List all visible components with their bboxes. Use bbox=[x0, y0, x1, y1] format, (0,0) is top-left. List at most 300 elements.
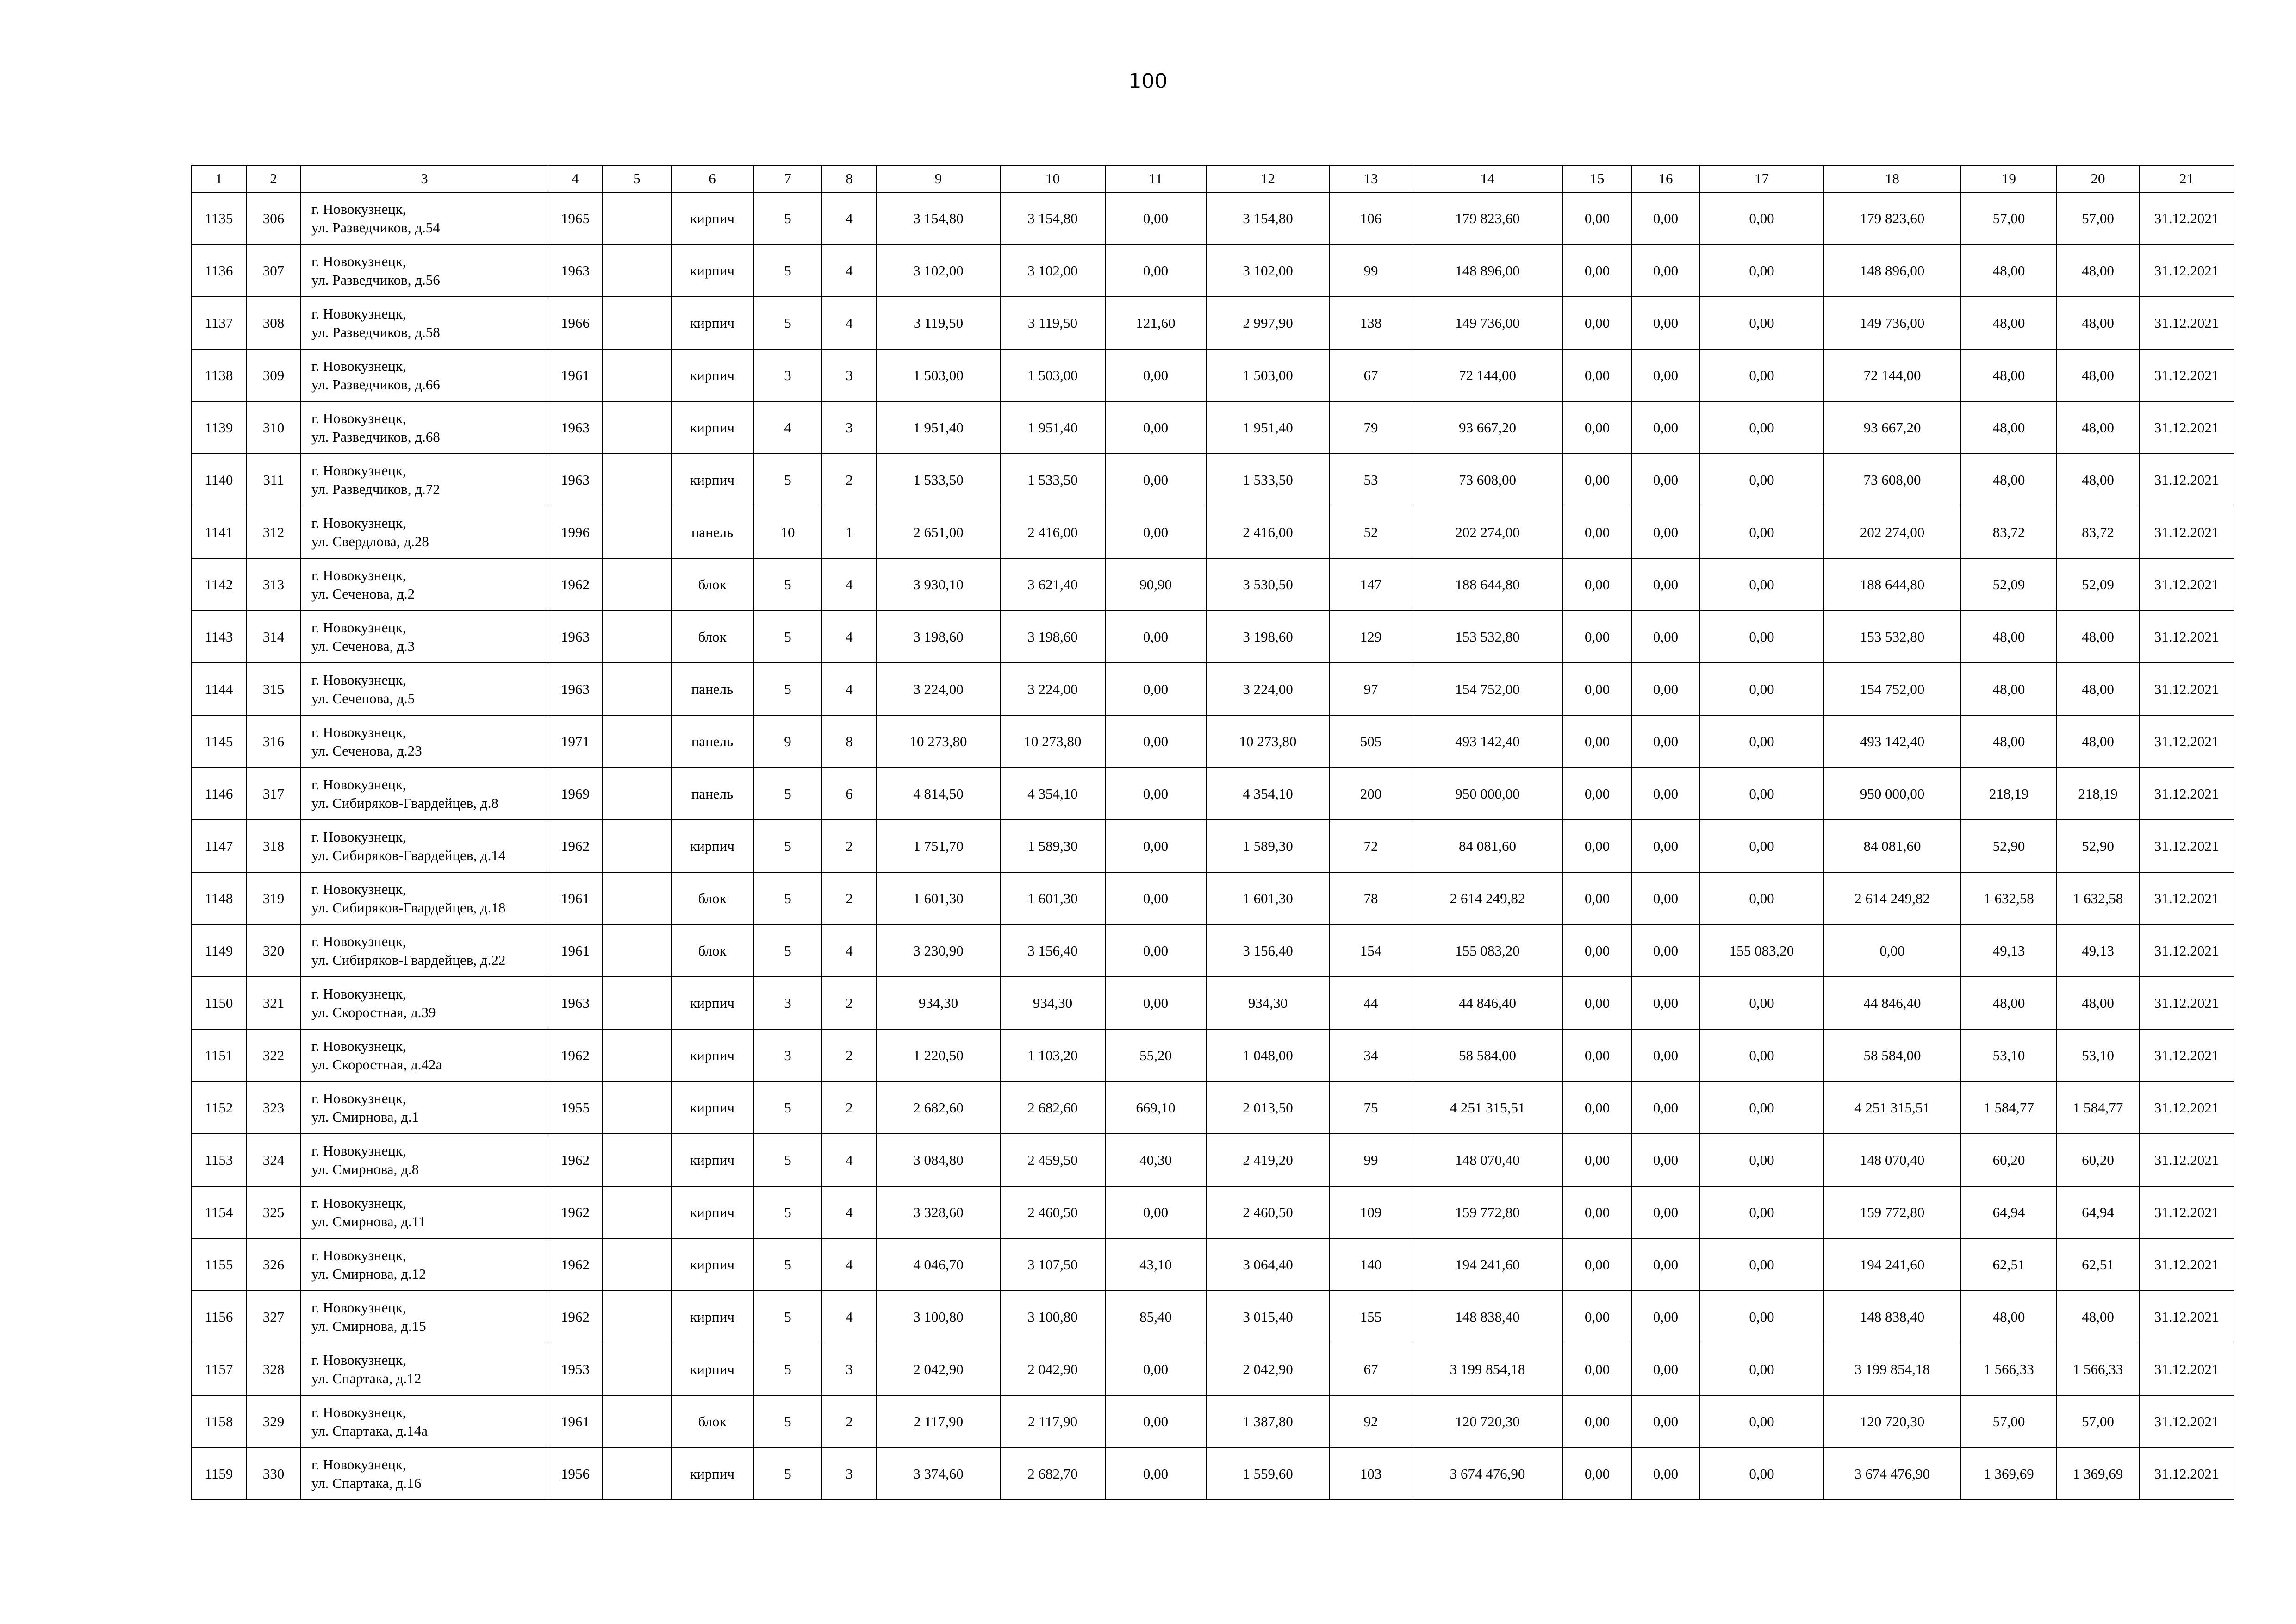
table-cell: 5 bbox=[753, 192, 822, 244]
table-cell: панель bbox=[671, 715, 753, 768]
table-cell: кирпич bbox=[671, 244, 753, 297]
table-cell: 0,00 bbox=[1105, 924, 1206, 977]
table-cell: 0,00 bbox=[1700, 820, 1823, 872]
table-cell: 1962 bbox=[548, 1134, 603, 1186]
table-cell: 0,00 bbox=[1631, 611, 1700, 663]
table-row bbox=[192, 977, 2234, 1029]
address-street: ул. Спартака, д.16 bbox=[311, 1474, 422, 1491]
table-cell: 1956 bbox=[548, 1448, 603, 1500]
column-header: 6 bbox=[671, 165, 753, 192]
table-cell: 0,00 bbox=[1105, 349, 1206, 401]
address-street: ул. Сеченова, д.23 bbox=[311, 742, 422, 759]
table-cell: 0,00 bbox=[1631, 1186, 1700, 1238]
address-city: г. Новокузнецк, bbox=[311, 828, 406, 845]
table-cell: 5 bbox=[753, 454, 822, 506]
address-city: г. Новокузнецк, bbox=[311, 881, 406, 897]
table-cell: 202 274,00 bbox=[1412, 506, 1563, 558]
table-cell: 31.12.2021 bbox=[2139, 768, 2234, 820]
address-street: ул. Смирнова, д.11 bbox=[311, 1213, 426, 1230]
table-cell bbox=[603, 192, 671, 244]
address-street: ул. Сеченова, д.5 bbox=[311, 690, 415, 706]
cell-local-index: 329 bbox=[246, 1395, 301, 1448]
cell-local-index: 308 bbox=[246, 297, 301, 349]
address-street: ул. Разведчиков, д.54 bbox=[311, 219, 440, 236]
table-cell: 4 bbox=[822, 924, 877, 977]
table-cell bbox=[603, 663, 671, 715]
table-cell: 53,10 bbox=[1961, 1029, 2057, 1081]
table-cell: 2 bbox=[822, 1395, 877, 1448]
table-cell bbox=[603, 1291, 671, 1343]
address-street: ул. Свердлова, д.28 bbox=[311, 533, 429, 550]
table-cell: 34 bbox=[1330, 1029, 1412, 1081]
column-header: 14 bbox=[1412, 165, 1563, 192]
table-cell: 1962 bbox=[548, 820, 603, 872]
table-cell: 3 230,90 bbox=[877, 924, 1000, 977]
cell-local-index: 326 bbox=[246, 1238, 301, 1291]
table-cell: блок bbox=[671, 558, 753, 611]
address-city: г. Новокузнецк, bbox=[311, 1090, 406, 1106]
table-cell: 1962 bbox=[548, 558, 603, 611]
table-cell: 6 bbox=[822, 768, 877, 820]
address-street: ул. Смирнова, д.1 bbox=[311, 1108, 419, 1125]
table-cell: 43,10 bbox=[1105, 1238, 1206, 1291]
table-cell: 4 046,70 bbox=[877, 1238, 1000, 1291]
cell-address bbox=[301, 244, 548, 297]
table-cell: 148 070,40 bbox=[1412, 1134, 1563, 1186]
table-cell: 0,00 bbox=[1700, 192, 1823, 244]
cell-address bbox=[301, 924, 548, 977]
table-cell: 58 584,00 bbox=[1412, 1029, 1563, 1081]
table-cell: 3 374,60 bbox=[877, 1448, 1000, 1500]
address-city: г. Новокузнецк, bbox=[311, 1351, 406, 1368]
table-cell: 2 614 249,82 bbox=[1823, 872, 1961, 924]
table-cell: кирпич bbox=[671, 1238, 753, 1291]
table-cell: 3 107,50 bbox=[1000, 1238, 1105, 1291]
column-header: 19 bbox=[1961, 165, 2057, 192]
table-cell: 1969 bbox=[548, 768, 603, 820]
table-cell: 48,00 bbox=[1961, 715, 2057, 768]
table-cell: 5 bbox=[753, 244, 822, 297]
cell-address bbox=[301, 1448, 548, 1500]
column-number-row bbox=[192, 165, 2234, 192]
column-header: 5 bbox=[603, 165, 671, 192]
table-cell: 72 144,00 bbox=[1412, 349, 1563, 401]
cell-index: 1143 bbox=[192, 611, 246, 663]
cell-index: 1156 bbox=[192, 1291, 246, 1343]
table-cell: 0,00 bbox=[1105, 977, 1206, 1029]
table-cell: 67 bbox=[1330, 1343, 1412, 1395]
table-cell: 53 bbox=[1330, 454, 1412, 506]
table-cell: 55,20 bbox=[1105, 1029, 1206, 1081]
table-cell: 1 566,33 bbox=[1961, 1343, 2057, 1395]
table-cell: 0,00 bbox=[1631, 924, 1700, 977]
cell-address bbox=[301, 715, 548, 768]
table-cell: 1 601,30 bbox=[1206, 872, 1330, 924]
table-cell: 31.12.2021 bbox=[2139, 1291, 2234, 1343]
table-cell: 4 bbox=[822, 558, 877, 611]
table-cell: 0,00 bbox=[1700, 663, 1823, 715]
table-cell bbox=[603, 401, 671, 454]
table-cell: 1961 bbox=[548, 872, 603, 924]
table-cell: 31.12.2021 bbox=[2139, 924, 2234, 977]
table-cell: 0,00 bbox=[1631, 1343, 1700, 1395]
cell-address bbox=[301, 1134, 548, 1186]
table-cell: 3 154,80 bbox=[1206, 192, 1330, 244]
table-cell: 3 102,00 bbox=[877, 244, 1000, 297]
table-cell: 3 084,80 bbox=[877, 1134, 1000, 1186]
table-cell: 52,90 bbox=[1961, 820, 2057, 872]
table-cell: 4 251 315,51 bbox=[1823, 1081, 1961, 1134]
table-cell: 3 102,00 bbox=[1000, 244, 1105, 297]
table-cell: 10 bbox=[753, 506, 822, 558]
table-cell: 3 119,50 bbox=[877, 297, 1000, 349]
table-cell: 5 bbox=[753, 1448, 822, 1500]
table-cell: 0,00 bbox=[1631, 192, 1700, 244]
table-row bbox=[192, 1134, 2234, 1186]
table-cell bbox=[603, 1395, 671, 1448]
address-city: г. Новокузнецк, bbox=[311, 1456, 406, 1473]
table-cell: 1963 bbox=[548, 977, 603, 1029]
cell-address bbox=[301, 1238, 548, 1291]
table-cell: 0,00 bbox=[1631, 1134, 1700, 1186]
table-cell: 1 632,58 bbox=[1961, 872, 2057, 924]
table-cell: 0,00 bbox=[1700, 1186, 1823, 1238]
table-cell: 5 bbox=[753, 663, 822, 715]
table-cell: 0,00 bbox=[1105, 1395, 1206, 1448]
address-street: ул. Сибиряков-Гвардейцев, д.14 bbox=[311, 847, 506, 863]
address-city: г. Новокузнецк, bbox=[311, 514, 406, 531]
table-cell: 218,19 bbox=[1961, 768, 2057, 820]
table-cell: 64,94 bbox=[2057, 1186, 2139, 1238]
table-cell: 57,00 bbox=[1961, 192, 2057, 244]
table-cell: 3 198,60 bbox=[1206, 611, 1330, 663]
cell-local-index: 321 bbox=[246, 977, 301, 1029]
table-cell: 120 720,30 bbox=[1823, 1395, 1961, 1448]
table-cell: 31.12.2021 bbox=[2139, 1134, 2234, 1186]
table-cell: 0,00 bbox=[1105, 611, 1206, 663]
table-cell: 0,00 bbox=[1631, 768, 1700, 820]
table-cell: 0,00 bbox=[1105, 768, 1206, 820]
table-cell: 218,19 bbox=[2057, 768, 2139, 820]
address-city: г. Новокузнецк, bbox=[311, 619, 406, 636]
table-cell: 121,60 bbox=[1105, 297, 1206, 349]
table-cell: кирпич bbox=[671, 1291, 753, 1343]
table-cell: 934,30 bbox=[1206, 977, 1330, 1029]
table-row bbox=[192, 1186, 2234, 1238]
table-row bbox=[192, 1395, 2234, 1448]
table-cell: 0,00 bbox=[1631, 1395, 1700, 1448]
address-city: г. Новокузнецк, bbox=[311, 410, 406, 426]
table-row bbox=[192, 1238, 2234, 1291]
table-cell: 4 814,50 bbox=[877, 768, 1000, 820]
table-cell: 0,00 bbox=[1563, 1186, 1631, 1238]
table-header bbox=[192, 165, 2234, 192]
table-cell: 669,10 bbox=[1105, 1081, 1206, 1134]
table-cell: 0,00 bbox=[1563, 349, 1631, 401]
cell-index: 1135 bbox=[192, 192, 246, 244]
table-cell: 48,00 bbox=[2057, 715, 2139, 768]
table-cell: 0,00 bbox=[1631, 454, 1700, 506]
cell-local-index: 323 bbox=[246, 1081, 301, 1134]
table-cell: 0,00 bbox=[1563, 611, 1631, 663]
address-city: г. Новокузнецк, bbox=[311, 305, 406, 322]
table-cell: кирпич bbox=[671, 1343, 753, 1395]
table-cell: 2 651,00 bbox=[877, 506, 1000, 558]
table-cell: 31.12.2021 bbox=[2139, 297, 2234, 349]
table-cell: 0,00 bbox=[1700, 454, 1823, 506]
table-cell: 0,00 bbox=[1563, 1134, 1631, 1186]
table-cell: 0,00 bbox=[1631, 1081, 1700, 1134]
table-cell: 31.12.2021 bbox=[2139, 192, 2234, 244]
table-cell: 155 083,20 bbox=[1412, 924, 1563, 977]
table-cell: 0,00 bbox=[1700, 1238, 1823, 1291]
table-cell: блок bbox=[671, 924, 753, 977]
table-cell: 72 bbox=[1330, 820, 1412, 872]
address-city: г. Новокузнецк, bbox=[311, 1037, 406, 1054]
table-cell: 73 608,00 bbox=[1412, 454, 1563, 506]
table-cell: 31.12.2021 bbox=[2139, 454, 2234, 506]
table-row bbox=[192, 611, 2234, 663]
table-cell: 5 bbox=[753, 1081, 822, 1134]
table-cell: 138 bbox=[1330, 297, 1412, 349]
table-cell: 148 896,00 bbox=[1823, 244, 1961, 297]
cell-address bbox=[301, 1395, 548, 1448]
table-cell: 2 117,90 bbox=[1000, 1395, 1105, 1448]
table-cell: 148 896,00 bbox=[1412, 244, 1563, 297]
table-cell: 0,00 bbox=[1105, 506, 1206, 558]
address-street: ул. Разведчиков, д.66 bbox=[311, 376, 440, 393]
table-cell: 0,00 bbox=[1105, 872, 1206, 924]
cell-index: 1149 bbox=[192, 924, 246, 977]
cell-index: 1152 bbox=[192, 1081, 246, 1134]
table-row bbox=[192, 297, 2234, 349]
table-cell: 10 273,80 bbox=[1000, 715, 1105, 768]
column-header: 8 bbox=[822, 165, 877, 192]
table-cell: 83,72 bbox=[2057, 506, 2139, 558]
cell-address bbox=[301, 297, 548, 349]
address-city: г. Новокузнецк, bbox=[311, 462, 406, 479]
table-cell: 0,00 bbox=[1700, 715, 1823, 768]
table-cell: 4 354,10 bbox=[1206, 768, 1330, 820]
table-cell: 78 bbox=[1330, 872, 1412, 924]
table-cell: 1 387,80 bbox=[1206, 1395, 1330, 1448]
table-cell: 109 bbox=[1330, 1186, 1412, 1238]
table-cell: 5 bbox=[753, 768, 822, 820]
table-cell: кирпич bbox=[671, 1081, 753, 1134]
cell-index: 1158 bbox=[192, 1395, 246, 1448]
table-cell bbox=[603, 1029, 671, 1081]
cell-index: 1138 bbox=[192, 349, 246, 401]
table-cell: 0,00 bbox=[1700, 1134, 1823, 1186]
table-cell bbox=[603, 349, 671, 401]
table-cell: 0,00 bbox=[1563, 244, 1631, 297]
cell-local-index: 320 bbox=[246, 924, 301, 977]
table-cell: 0,00 bbox=[1700, 558, 1823, 611]
address-street: ул. Разведчиков, д.56 bbox=[311, 271, 440, 288]
table-cell: 0,00 bbox=[1563, 1029, 1631, 1081]
table-cell: 62,51 bbox=[1961, 1238, 2057, 1291]
table-cell: 5 bbox=[753, 1238, 822, 1291]
table-cell: 5 bbox=[753, 1186, 822, 1238]
table-cell: 2 416,00 bbox=[1206, 506, 1330, 558]
cell-address bbox=[301, 611, 548, 663]
table-cell: 1962 bbox=[548, 1029, 603, 1081]
table-cell: 0,00 bbox=[1563, 924, 1631, 977]
table-cell: 5 bbox=[753, 1395, 822, 1448]
table-cell: 0,00 bbox=[1563, 1395, 1631, 1448]
table-cell: 3 621,40 bbox=[1000, 558, 1105, 611]
table-cell: 4 bbox=[822, 1186, 877, 1238]
table-cell: 3 930,10 bbox=[877, 558, 1000, 611]
table-cell: 0,00 bbox=[1631, 1029, 1700, 1081]
table-cell: 48,00 bbox=[1961, 349, 2057, 401]
table-cell: 188 644,80 bbox=[1823, 558, 1961, 611]
cell-address bbox=[301, 1029, 548, 1081]
address-street: ул. Скоростная, д.39 bbox=[311, 1004, 436, 1020]
table-cell bbox=[603, 506, 671, 558]
table-cell: 48,00 bbox=[1961, 611, 2057, 663]
cell-local-index: 322 bbox=[246, 1029, 301, 1081]
table-cell: 2 997,90 bbox=[1206, 297, 1330, 349]
table-cell: 3 100,80 bbox=[1000, 1291, 1105, 1343]
table-cell bbox=[603, 297, 671, 349]
cell-address bbox=[301, 506, 548, 558]
table-cell bbox=[603, 1186, 671, 1238]
table-cell: 48,00 bbox=[1961, 1291, 2057, 1343]
table-row bbox=[192, 1448, 2234, 1500]
table-cell: 31.12.2021 bbox=[2139, 1029, 2234, 1081]
table-cell: 31.12.2021 bbox=[2139, 1186, 2234, 1238]
table-cell: 934,30 bbox=[1000, 977, 1105, 1029]
table-cell bbox=[603, 244, 671, 297]
table-cell: 4 bbox=[822, 1291, 877, 1343]
address-street: ул. Смирнова, д.12 bbox=[311, 1265, 426, 1282]
table-cell: 1 584,77 bbox=[2057, 1081, 2139, 1134]
table-cell: 48,00 bbox=[1961, 297, 2057, 349]
table-cell: 2 682,60 bbox=[877, 1081, 1000, 1134]
table-cell: 4 bbox=[753, 401, 822, 454]
table-row bbox=[192, 924, 2234, 977]
table-cell: 106 bbox=[1330, 192, 1412, 244]
table-cell: 3 100,80 bbox=[877, 1291, 1000, 1343]
cell-address bbox=[301, 349, 548, 401]
table-cell: 57,00 bbox=[2057, 192, 2139, 244]
table-cell: 1 951,40 bbox=[1000, 401, 1105, 454]
table-cell: 8 bbox=[822, 715, 877, 768]
table-cell: 0,00 bbox=[1700, 401, 1823, 454]
cell-address bbox=[301, 192, 548, 244]
cell-local-index: 324 bbox=[246, 1134, 301, 1186]
table-cell: 1962 bbox=[548, 1186, 603, 1238]
table-cell: 2 419,20 bbox=[1206, 1134, 1330, 1186]
table-cell: 2 614 249,82 bbox=[1412, 872, 1563, 924]
table-cell: 9 bbox=[753, 715, 822, 768]
table-cell: 0,00 bbox=[1105, 715, 1206, 768]
table-cell: кирпич bbox=[671, 349, 753, 401]
table-body bbox=[192, 192, 2234, 1500]
table-row bbox=[192, 558, 2234, 611]
table-cell: 0,00 bbox=[1700, 611, 1823, 663]
table-cell: 0,00 bbox=[1700, 349, 1823, 401]
cell-index: 1142 bbox=[192, 558, 246, 611]
table-cell: 31.12.2021 bbox=[2139, 1238, 2234, 1291]
table-cell: 3 102,00 bbox=[1206, 244, 1330, 297]
table-cell: 3 156,40 bbox=[1206, 924, 1330, 977]
cell-index: 1148 bbox=[192, 872, 246, 924]
table-cell: 79 bbox=[1330, 401, 1412, 454]
table-cell: 31.12.2021 bbox=[2139, 401, 2234, 454]
cell-index: 1146 bbox=[192, 768, 246, 820]
cell-address bbox=[301, 454, 548, 506]
cell-index: 1157 bbox=[192, 1343, 246, 1395]
address-street: ул. Смирнова, д.8 bbox=[311, 1161, 419, 1177]
table-cell: 60,20 bbox=[1961, 1134, 2057, 1186]
table-cell: 1 220,50 bbox=[877, 1029, 1000, 1081]
table-cell: 2 682,70 bbox=[1000, 1448, 1105, 1500]
table-cell: 48,00 bbox=[2057, 454, 2139, 506]
table-cell: 44 bbox=[1330, 977, 1412, 1029]
table-cell: 0,00 bbox=[1631, 1448, 1700, 1500]
table-cell: 0,00 bbox=[1631, 349, 1700, 401]
table-cell: 0,00 bbox=[1563, 872, 1631, 924]
table-cell: 1 369,69 bbox=[1961, 1448, 2057, 1500]
table-cell: 159 772,80 bbox=[1412, 1186, 1563, 1238]
table-cell: 3 bbox=[822, 1343, 877, 1395]
table-cell: 53,10 bbox=[2057, 1029, 2139, 1081]
table-cell: 3 154,80 bbox=[877, 192, 1000, 244]
table-cell: 90,90 bbox=[1105, 558, 1206, 611]
table-cell: 67 bbox=[1330, 349, 1412, 401]
table-cell: 1963 bbox=[548, 611, 603, 663]
address-city: г. Новокузнецк, bbox=[311, 567, 406, 583]
cell-address bbox=[301, 401, 548, 454]
page-number: 100 bbox=[1128, 69, 1168, 93]
table-cell: 0,00 bbox=[1105, 663, 1206, 715]
table-cell: 3 119,50 bbox=[1000, 297, 1105, 349]
table-cell: 49,13 bbox=[1961, 924, 2057, 977]
address-street: ул. Разведчиков, д.68 bbox=[311, 428, 440, 445]
table-cell: 3 530,50 bbox=[1206, 558, 1330, 611]
table-cell: 99 bbox=[1330, 1134, 1412, 1186]
table-cell: 0,00 bbox=[1700, 768, 1823, 820]
column-header: 4 bbox=[548, 165, 603, 192]
cell-index: 1151 bbox=[192, 1029, 246, 1081]
table-cell: 31.12.2021 bbox=[2139, 506, 2234, 558]
table-cell: панель bbox=[671, 768, 753, 820]
table-cell: 0,00 bbox=[1105, 192, 1206, 244]
address-city: г. Новокузнецк, bbox=[311, 724, 406, 740]
cell-address bbox=[301, 1343, 548, 1395]
column-header: 10 bbox=[1000, 165, 1105, 192]
table-cell: 1965 bbox=[548, 192, 603, 244]
table-cell: 0,00 bbox=[1700, 1395, 1823, 1448]
table-cell: 0,00 bbox=[1631, 506, 1700, 558]
table-cell: 1 601,30 bbox=[877, 872, 1000, 924]
table-cell: 194 241,60 bbox=[1412, 1238, 1563, 1291]
table-cell: 93 667,20 bbox=[1823, 401, 1961, 454]
table-cell: 2 459,50 bbox=[1000, 1134, 1105, 1186]
table-cell: 153 532,80 bbox=[1412, 611, 1563, 663]
table-cell: 31.12.2021 bbox=[2139, 1448, 2234, 1500]
table-cell: 934,30 bbox=[877, 977, 1000, 1029]
table-cell: 1 048,00 bbox=[1206, 1029, 1330, 1081]
table-cell: 3 224,00 bbox=[877, 663, 1000, 715]
table-cell: 5 bbox=[753, 872, 822, 924]
table-cell: 1996 bbox=[548, 506, 603, 558]
table-cell: 153 532,80 bbox=[1823, 611, 1961, 663]
cell-local-index: 307 bbox=[246, 244, 301, 297]
column-header: 3 bbox=[301, 165, 548, 192]
